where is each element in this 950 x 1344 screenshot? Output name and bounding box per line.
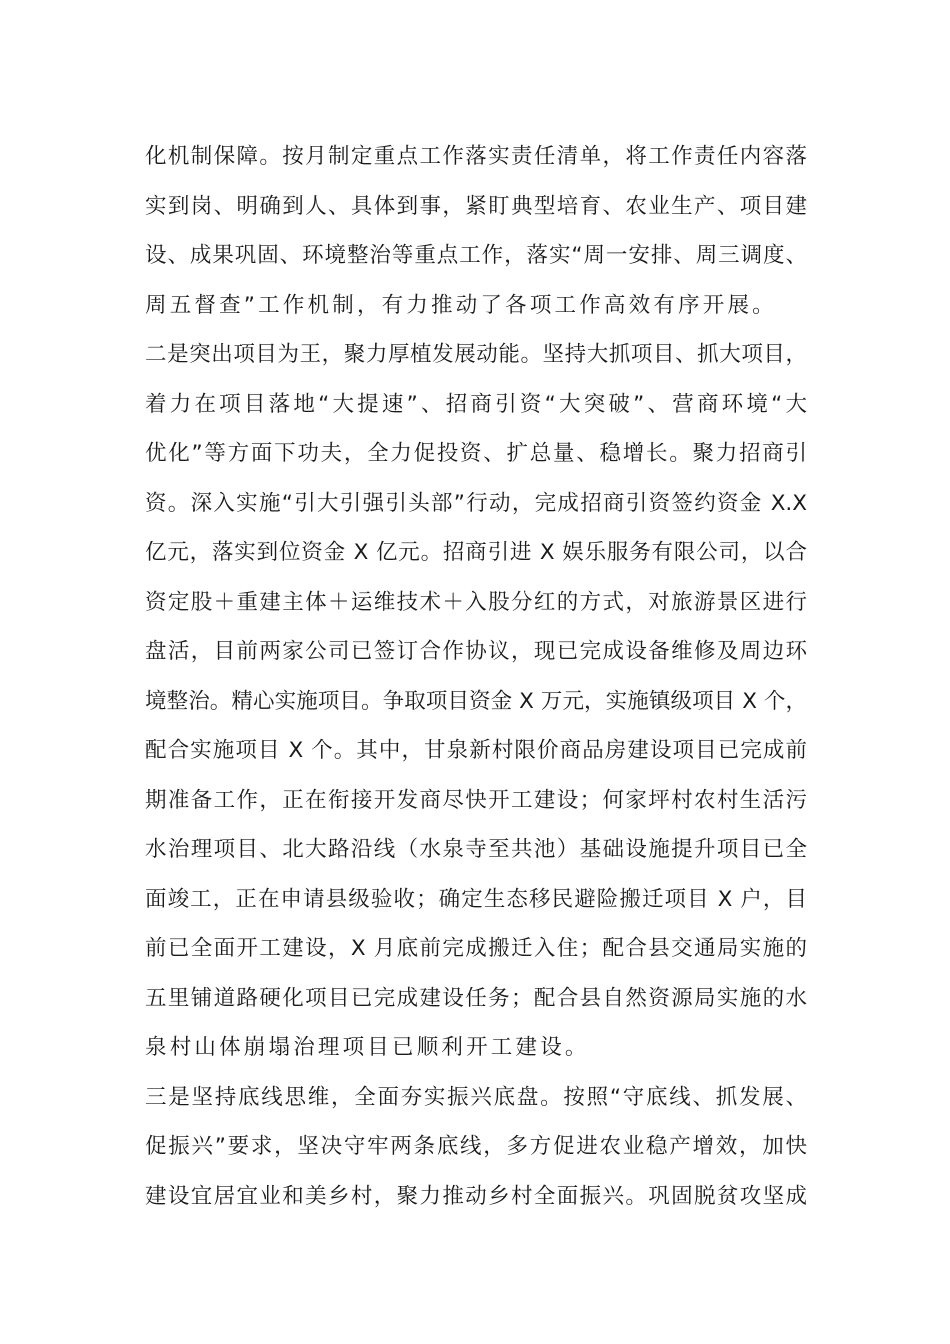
text-line: 着力在项目落地“大提速”、招商引资“大突破”、营商环境“大 <box>145 391 807 417</box>
text-line: 三是坚持底线思维，全面夯实振兴底盘。按照“守底线、抓发展、 <box>145 1084 807 1110</box>
text-line: 面竣工，正在申请县级验收；确定生态移民避险搬迁项目 X 户，目 <box>145 886 807 912</box>
text-line: 资定股＋重建主体＋运维技术＋入股分红的方式，对旅游景区进行 <box>145 589 807 615</box>
text-line: 化机制保障。按月制定重点工作落实责任清单，将工作责任内容落 <box>145 144 807 169</box>
text-line: 周五督查”工作机制，有力推动了各项工作高效有序开展。 <box>145 292 777 318</box>
text-line: 资。深入实施“引大引强引头部”行动，完成招商引资签约资金 X.X <box>145 490 807 516</box>
text-line: 境整治。精心实施项目。争取项目资金 X 万元，实施镇级项目 X 个， <box>145 688 807 714</box>
text-line: 二是突出项目为王，聚力厚植发展动能。坚持大抓项目、抓大项目， <box>145 342 807 367</box>
text-line: 水治理项目、北大路沿线（水泉寺至共池）基础设施提升项目已全 <box>145 837 807 862</box>
text-line: 泉村山体崩塌治理项目已顺利开工建设。 <box>145 1035 590 1060</box>
text-line: 期准备工作，正在衔接开发商尽快开工建设；何家坪村农村生活污 <box>145 787 807 813</box>
text-line: 优化”等方面下功夫，全力促投资、扩总量、稳增长。聚力招商引 <box>145 441 807 466</box>
text-line: 实到岗、明确到人、具体到事，紧盯典型培育、农业生产、项目建 <box>145 193 807 219</box>
text-line: 设、成果巩固、环境整治等重点工作，落实“周一安排、周三调度、 <box>145 243 807 268</box>
text-line: 亿元，落实到位资金 X 亿元。招商引进 X 娱乐服务有限公司，以合 <box>145 540 807 565</box>
document-body <box>145 132 825 1221</box>
text-line: 建设宜居宜业和美乡村，聚力推动乡村全面振兴。巩固脱贫攻坚成 <box>145 1183 807 1209</box>
text-line: 促振兴”要求，坚决守牢两条底线，多方促进农业稳产增效，加快 <box>145 1134 807 1159</box>
text-line: 五里铺道路硬化项目已完成建设任务；配合县自然资源局实施的水 <box>145 985 807 1011</box>
text-line: 配合实施项目 X 个。其中，甘泉新村限价商品房建设项目已完成前 <box>145 738 807 763</box>
text-line: 前已全面开工建设，X 月底前完成搬迁入住；配合县交通局实施的 <box>145 936 807 961</box>
text-line: 盘活，目前两家公司已签订合作协议，现已完成设备维修及周边环 <box>145 639 807 664</box>
paragraph-continued <box>145 132 825 330</box>
paragraph-bottom-line <box>145 1073 825 1222</box>
paragraph-projects <box>145 330 825 1073</box>
